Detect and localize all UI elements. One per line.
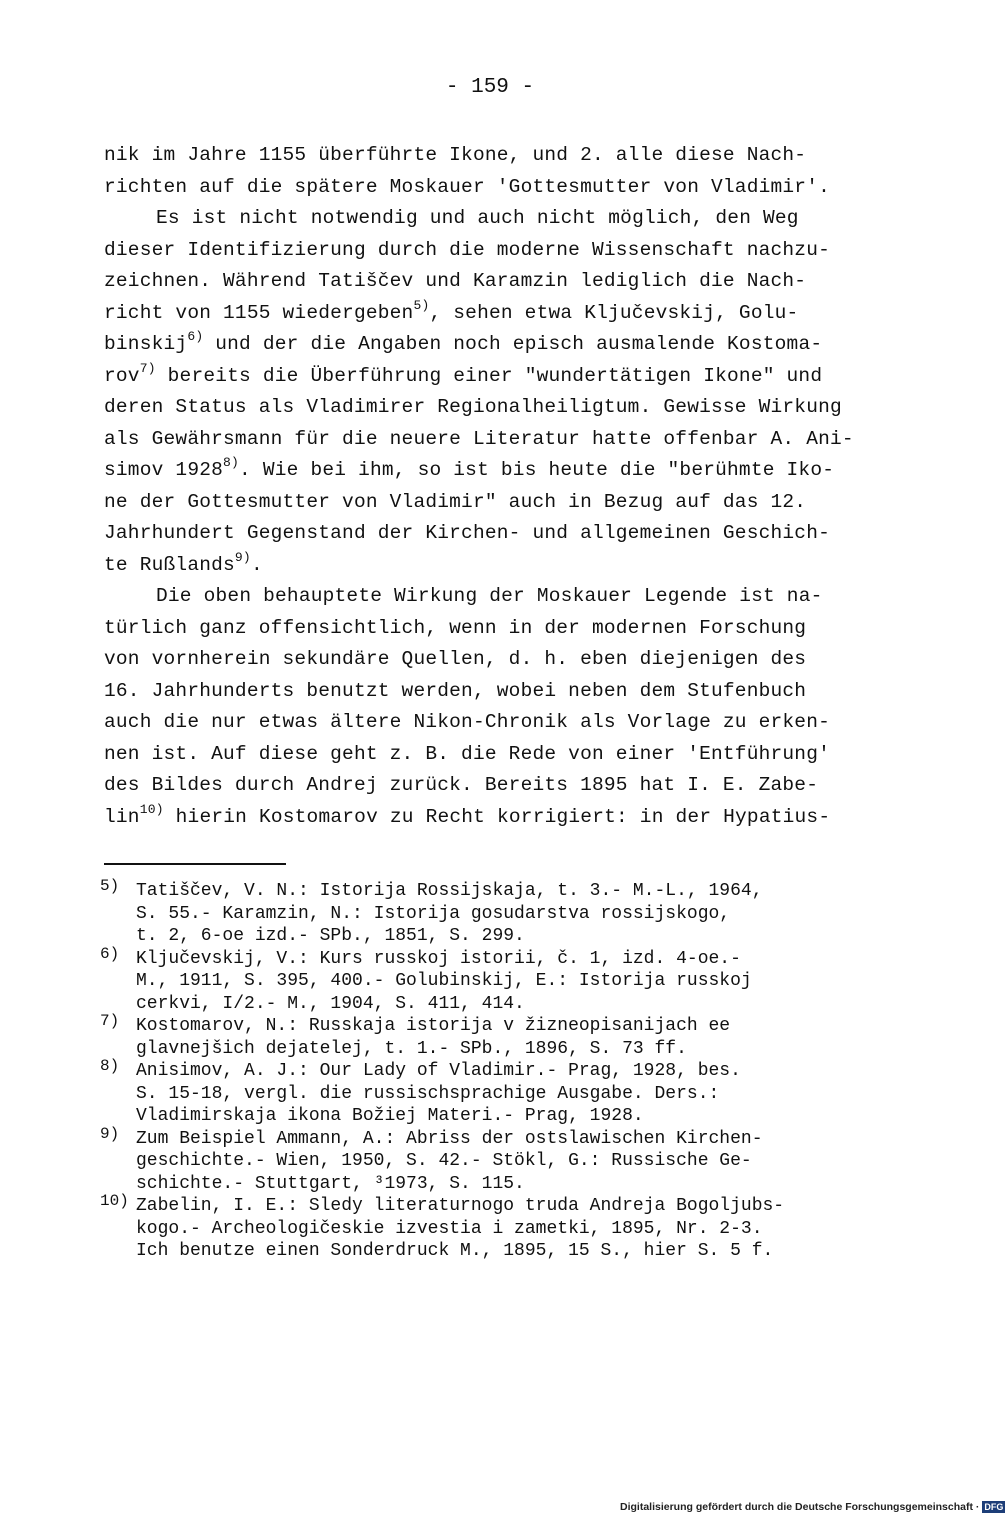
footnote-line: Tatiščev, V. N.: Istorija Rossijskaja, t. 3.- M.-L., 1964, [136,881,763,901]
footnote-line: t. 2, 6-oe izd.- SPb., 1851, S. 299. [136,926,525,946]
text-line: des Bildes durch Andrej zurück. Bereits 1895 hat I. E. Zabe- [104,774,819,796]
text-span: . [250,553,263,576]
footnote-mark: 8) [100,1057,120,1075]
footnote-line: cerkvi, I/2.- M., 1904, S. 411, 414. [136,993,525,1014]
text-span: binskij [104,333,188,355]
text-line: nen ist. Auf diese geht z. B. die Rede von einer 'Entführung' [104,742,831,765]
footnote-line: glavnejšich dejatelej, t. 1.- SPb., 1896, S. 73 ff. [136,1038,687,1059]
text-line: Jahrhundert Gegenstand der Kirchen- und allgemeinen Geschich- [104,522,831,544]
text-span: , sehen etwa Ključevskij, Golu- [429,301,799,324]
footnote-line: Ključevskij, V.: Kurs russkoj istorii, č. 1, izd. 4-oe.- [136,948,741,969]
digitization-credit [620,1501,1005,1513]
text-line: ne der Gottesmutter von Vladimir" auch in Bezug auf das 12. [104,490,807,513]
footnote-mark: 10) [100,1192,129,1210]
text-line: dieser Identifizierung durch die moderne Wissenschaft nachzu- [104,238,831,261]
page-number: - 159 - [445,76,535,99]
paragraph [104,140,894,203]
dfg-logo: DFG [984,1502,1004,1513]
footnote-separator [104,863,286,865]
text-line: Die oben behauptete Wirkung der Moskauer Legende ist na- [156,585,823,607]
footnote-7 [100,1012,900,1060]
footnote-line: S. 55.- Karamzin, N.: Istorija gosudarstva rossijskogo, [136,903,731,924]
text-span: richt von 1155 wiedergeben [104,301,414,324]
text-span: simov 1928 [104,459,224,481]
footnote-reference: 7) [139,360,156,376]
footnote-line: schichte.- Stuttgart, ³1973, S. 115. [136,1173,525,1194]
text-line: nik im Jahre 1155 überführte Ikone, und 2. alle diese Nach- [104,144,807,166]
footnote-line: Anisimov, A. J.: Our Lady of Vladimir.- Prag, 1928, bes. [136,1061,741,1081]
footnote-6 [100,944,900,1016]
footnote-line: Zabelin, I. E.: Sledy literaturnogo truda Andreja Bogoljubs- [136,1196,785,1216]
footnote-mark: 9) [100,1124,120,1143]
text-line: richten auf die spätere Moskauer 'Gottesmutter von Vladimir'. [104,175,831,198]
footnote-line: Vladimirskaja ikona Božiej Materi.- Prag, 1928. [136,1106,644,1126]
text-line: auch die nur etwas ältere Nikon-Chronik als Vorlage zu erken- [104,711,831,733]
paragraph [104,581,894,833]
footnote-reference: 6) [187,329,204,344]
footnote-line: kogo.- Archeologičeskie izvestia i zametki, 1895, Nr. 2-3. [136,1218,763,1239]
footnotes [100,877,900,1263]
footnote-line: S. 15-18, vergl. die russischsprachige Ausgabe. Ders.: [136,1083,720,1104]
footnote-line: Ich benutze einen Sonderdruck M., 1895, 15 S., hier S. 5 f. [136,1241,774,1261]
text-line: türlich ganz offensichtlich, wenn in der modernen Forschung [104,616,807,639]
footnote-line: geschichte.- Wien, 1950, S. 42.- Stökl, G.: Russische Ge- [136,1151,752,1171]
footnote-8 [100,1057,900,1128]
footnote-line: Kostomarov, N.: Russkaja istorija v žizneopisanijach ee [136,1016,731,1036]
footnote-10 [100,1192,900,1263]
text-line [104,550,894,582]
text-line [104,361,894,393]
text-line [104,298,894,330]
paragraph [104,203,894,581]
footnote-mark: 5) [100,877,120,895]
text-line: zeichnen. Während Tatiščev und Karamzin lediglich die Nach- [104,270,807,292]
text-span: hierin Kostomarov zu Recht korrigiert: in der Hypatius- [163,805,831,828]
footnote-reference: 9) [234,549,251,565]
text-line: 16. Jahrhunderts benutzt werden, wobei neben dem Stufenbuch [104,679,807,702]
footnote-5 [100,877,900,948]
footnote-mark: 6) [100,944,120,963]
text-line: Es ist nicht notwendig und auch nicht möglich, den Weg [156,207,799,229]
text-line [104,455,894,487]
text-span: rov [104,364,140,387]
text-line [104,802,894,834]
text-line [104,329,894,361]
footnote-9 [100,1124,900,1196]
digitization-credit-text: Digitalisierung gefördert durch die Deutsche Forschungsgemeinschaft · [620,1501,980,1513]
footnote-line: M., 1911, S. 395, 400.- Golubinskij, E.: Istorija russkoj [136,971,752,991]
text-line: von vornherein sekundäre Quellen, d. h. eben diejenigen des [104,648,807,670]
text-span: te Rußlands [104,553,235,576]
text-line: deren Status als Vladimirer Regionalheiligtum. Gewisse Wirkung [104,396,842,418]
main-text [104,140,894,833]
text-line: als Gewährsmann für die neuere Literatur hatte offenbar A. Ani- [104,427,854,450]
text-span: . Wie bei ihm, so ist bis heute die "berühmte Iko- [239,459,835,481]
footnote-reference: 8) [223,455,240,470]
text-span: lin [104,805,140,828]
footnote-reference: 5) [413,297,430,313]
footnote-line: Zum Beispiel Ammann, A.: Abriss der ostslawischen Kirchen- [136,1128,763,1149]
text-span: und der die Angaben noch episch ausmalende Kostoma- [203,333,823,355]
text-span: bereits die Überführung einer "wundertätigen Ikone" und [155,364,823,387]
footnote-reference: 10) [139,801,164,817]
footnote-mark: 7) [100,1012,120,1030]
